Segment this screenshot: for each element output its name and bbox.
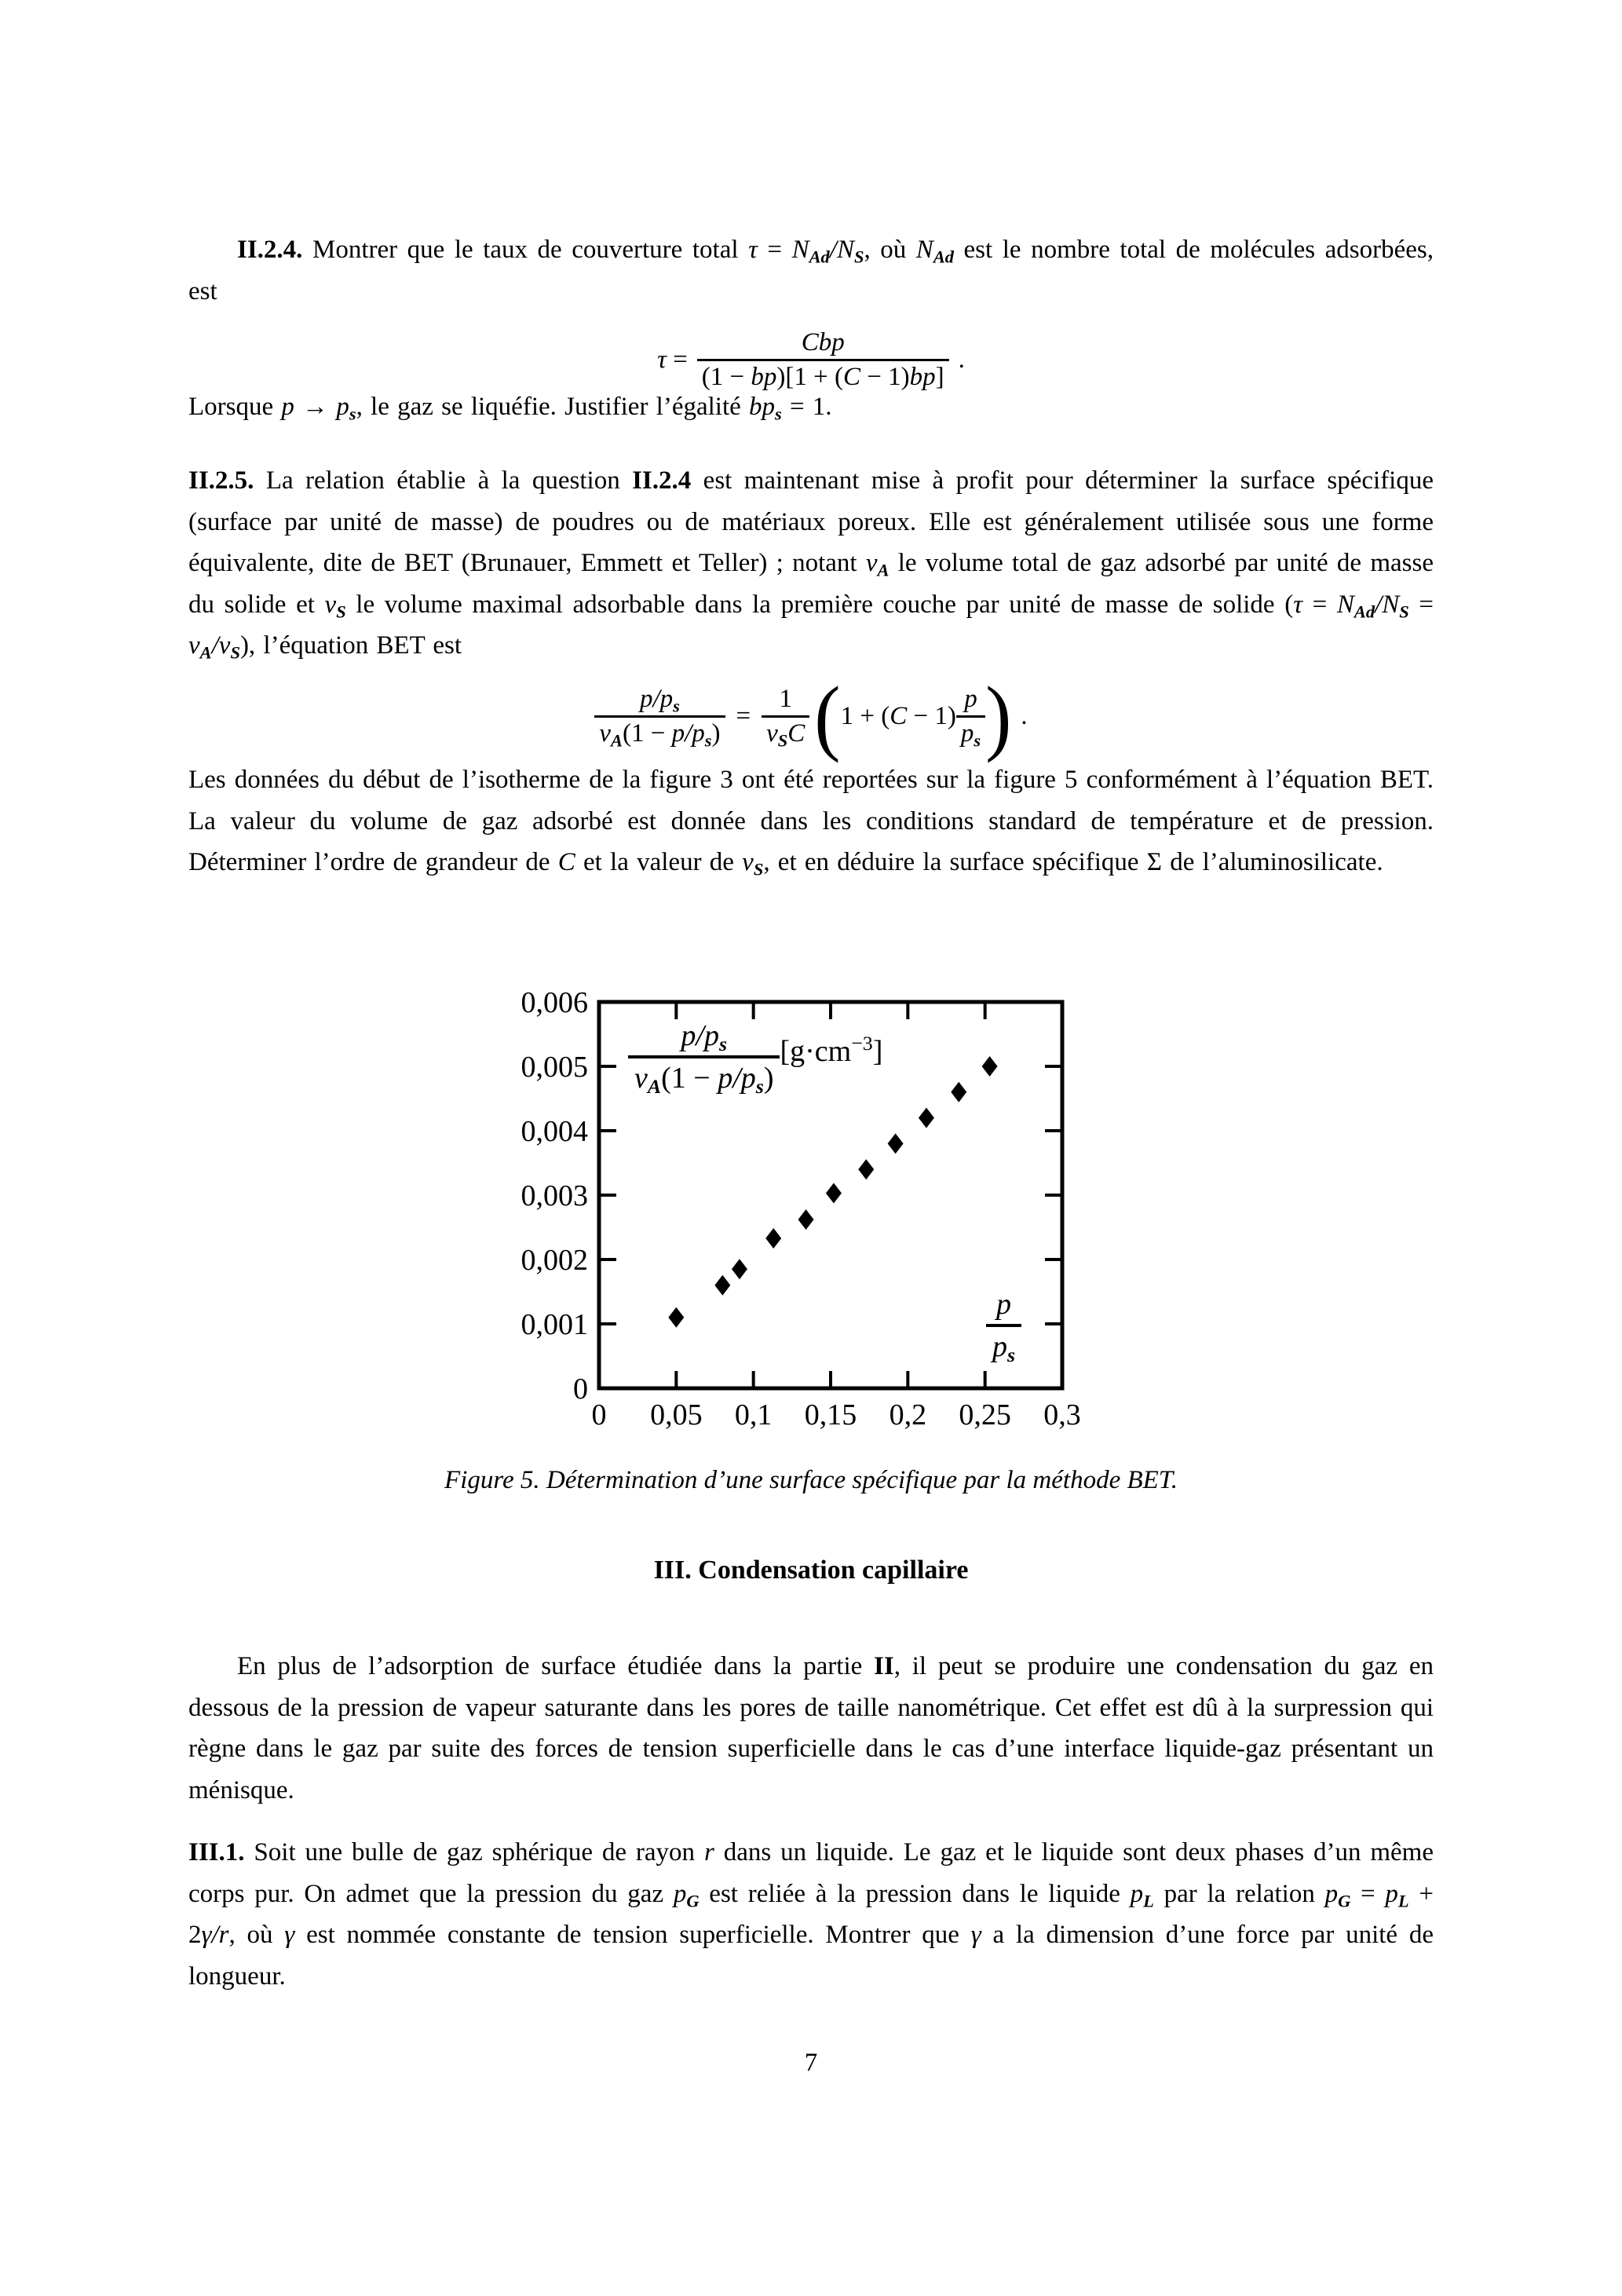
bet-lhs-numerator: $p/p_s$ [639,685,680,716]
page-number: 7 [804,2049,818,2077]
chart-ylabel-unit: $[g\cdot cm^{-3}]$ [780,1031,883,1068]
figure-caption: Figure 5. Détermination d’une surface spécifique par la méthode BET. [444,1466,1178,1494]
x-tick-label: 0,15 [804,1398,857,1431]
paragraph-les-donnees: Les données du début de l’isotherme de la figure 3 ont été reportées sur la figure 5 conformément à l’équation BET. La valeur du volume de gaz adsorbé est donnée dans les conditions standard de température et de pression. Déterminer l’ordre de grandeur de C et la valeur de $v_S$, et en déduire la surface spécifique Σ de l’aluminosilicate. [188,766,1434,879]
data-point [888,1133,904,1153]
x-tick-label: 0,1 [734,1398,773,1431]
equation-tau-numerator: Cbp [801,327,845,356]
paragraph-II-2-4: II.2.4. Montrer que le taux de couverture total $\tau = N_{Ad}/N_S$, où $N_{Ad}$ est le nombre total de molécules adsorbées, est [188,236,1434,305]
data-point [732,1259,747,1279]
chart-ylabel-denominator: $v_A(1 - p/p_s)$ [634,1062,774,1099]
equation-bet: $\frac{p/p_s}{v_A(1 - p/p_s)}$ = $\frac{1}{v_SC}$ ( 1 + (C − 1) $\frac{p}{p_s}$ ) . [188,660,1434,773]
bet-rhs-denominator: $v_SC$ [766,719,806,751]
bet-lhs-denominator: $v_A(1 - p/p_s)$ [599,719,721,751]
bet-rhs-fraction [762,683,809,750]
bet-equals-sign: = [736,702,751,730]
section-heading: III. Condensation capillaire [653,1556,969,1585]
chart-ylabel-numerator: $p/p_s$ [681,1019,728,1056]
bet-lhs-fraction [594,683,725,750]
data-point [858,1159,874,1179]
x-tick-label: 0 [591,1398,607,1431]
y-tick-label: 0,005 [521,1051,588,1084]
equation-tau-fraction [697,327,949,393]
bet-rhs-numerator: 1 [779,685,792,713]
y-tick-label: 0,006 [521,986,588,1019]
bet-inner-fraction [956,683,985,750]
y-tick-label: 0,003 [521,1179,588,1212]
y-tick-label: 0 [573,1373,588,1406]
bet-period: . [1021,702,1028,730]
data-point [668,1307,684,1328]
equation-tau-lhs: τ = [657,345,688,374]
equation-tau-period: . [958,345,965,374]
chart-ylabel [628,1016,882,1098]
chart-xlabel-denominator: $p_s$ [992,1330,1016,1367]
data-point [919,1108,934,1128]
x-tick-label: 0,2 [889,1398,927,1431]
data-point [798,1209,814,1230]
paragraph-en-plus: En plus de l’adsorption de surface étudiée dans la partie II, il peut se produire une condensation du gaz en dessous de la pression de vapeur saturante dans les pores de taille nanométrique. Cet effet est dû à la surpression qui règne dans le gaz par suite des forces de tension superficielle dans le cas d’une interface liquide-gaz présentant un ménisque. [188,1652,1434,1804]
x-tick-label: 0,3 [1043,1398,1081,1431]
data-point [951,1082,966,1102]
equation-tau-denominator: (1 − bp)[1 + (C − 1)bp] [701,362,944,391]
data-point [826,1183,842,1204]
bet-inner-numerator: p [964,685,977,713]
paragraph-III-1: III.1. Soit une bulle de gaz sphérique de rayon r dans un liquide. Le gaz et le liquide sont deux phases d’un même corps pur. On admet que la pression du gaz $p_G$ est reliée à la pression dans le liquide $p_L$ par la relation $p_G = p_L + 2\gamma/r$, où γ est nommée constante de tension superficielle. Montrer que γ a la dimension d’une force par unité de longueur. [188,1838,1434,1991]
y-tick-label: 0,001 [521,1308,588,1341]
chart-xlabel-numerator: p [996,1288,1012,1321]
bet-paren-prefix: 1 + (C − 1) [840,702,956,730]
data-point [765,1228,781,1249]
x-tick-label: 0,05 [650,1398,703,1431]
paragraph-II-2-5: II.2.5. La relation établie à la question II.2.4 est maintenant mise à profit pour déterminer la surface spécifique (surface par unité de masse) de poudres ou de matériaux poreux. Elle est généralement utilisée sous une forme équivalente, dite de BET (Brunauer, Emmett et Teller) ; notant $v_A$ le volume total de gaz adsorbé par unité de masse du solide et $v_S$ le volume maximal adsorbable dans la première couche par unité de masse de solide $(\tau = N_{Ad}/N_S = v_A/v_S)$, l’équation BET est [188,466,1434,663]
chart-xlabel-fraction [986,1285,1021,1366]
chart-ylabel-fraction [628,1016,780,1098]
x-tick-label: 0,25 [959,1398,1011,1431]
bet-inner-denominator: $p_s$ [960,719,981,751]
line-lorsque: Lorsque $p \to p_s$, le gaz se liquéfie. Justifier l’égalité $bp_s = 1$. [188,393,832,424]
y-tick-label: 0,002 [521,1244,588,1277]
data-point [714,1275,730,1296]
y-tick-label: 0,004 [521,1115,588,1148]
chart-xlabel [986,1285,1021,1366]
data-point [982,1056,998,1077]
